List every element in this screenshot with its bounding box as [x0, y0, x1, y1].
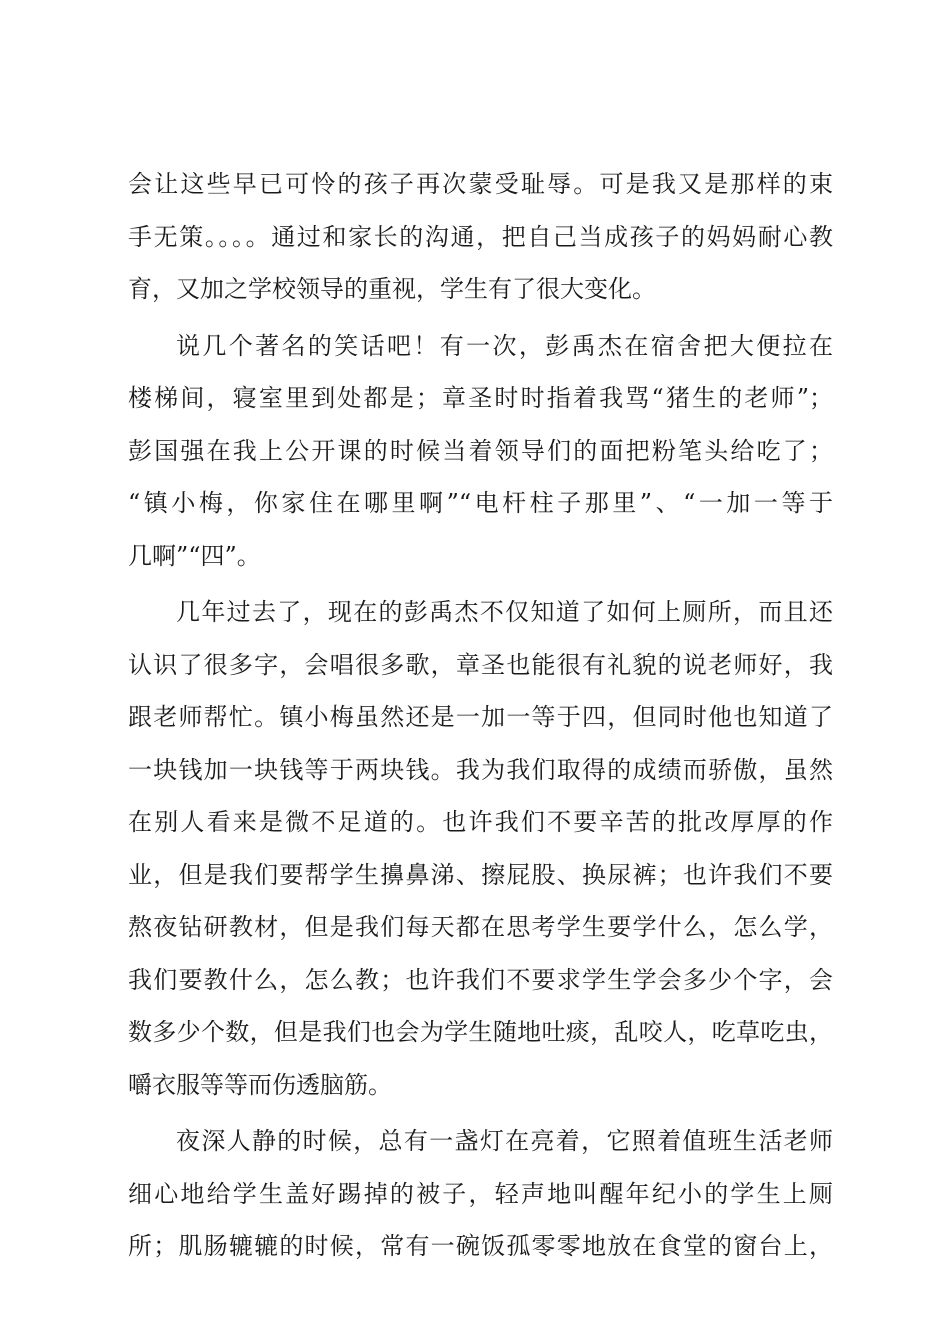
paragraph-2	[128, 320, 833, 583]
text-line: 楼梯间，寝室里到处都是；章圣时时指着我骂“猪生的老师”；	[128, 384, 833, 412]
text-line: 一块钱加一块钱等于两块钱。我为我们取得的成绩而骄傲，虽然	[128, 755, 833, 784]
text-line: “镇小梅，你家住在哪里啊”“电杆柱子那里”、“一加一等于	[128, 489, 833, 517]
paragraph-1	[128, 158, 833, 316]
document-body	[128, 158, 833, 1277]
text-line: 嚼衣服等等而伤透脑筋。	[128, 1070, 392, 1099]
text-line: 几啊”“四”。	[128, 541, 261, 570]
text-line: 熬夜钻研教材，但是我们每天都在思考学生要学什么，怎么学，	[128, 913, 833, 941]
text-line: 会让这些早已可怜的孩子再次蒙受耻辱。可是我又是那样的束	[128, 170, 833, 198]
text-line: 几年过去了，现在的彭禹杰不仅知道了如何上厕所，而且还	[176, 598, 833, 626]
text-line: 手无策。。。。通过和家长的沟通，把自己当成孩子的妈妈耐心教	[128, 222, 833, 251]
text-line: 业，但是我们要帮学生擤鼻涕、擦屁股、换尿裤；也许我们不要	[128, 860, 833, 889]
text-line: 跟老师帮忙。镇小梅虽然还是一加一等于四，但同时他也知道了	[128, 703, 833, 731]
text-line: 所；肌肠辘辘的时候，常有一碗饭孤零零地放在食堂的窗台上，	[128, 1232, 833, 1260]
text-line: 说几个著名的笑话吧！有一次，彭禹杰在宿舍把大便拉在	[176, 331, 833, 360]
text-line: 育，又加之学校领导的重视，学生有了很大变化。	[128, 275, 656, 303]
text-line: 夜深人静的时候，总有一盏灯在亮着，它照着值班生活老师	[176, 1127, 833, 1155]
text-line: 数多少个数，但是我们也会为学生随地吐痰，乱咬人，吃草吃虫，	[128, 1018, 833, 1046]
paragraph-3	[128, 586, 833, 1111]
text-line: 彭国强在我上公开课的时候当着领导们的面把粉笔头给吃了；	[128, 436, 833, 465]
text-line: 我们要教什么，怎么教；也许我们不要求学生学会多少个字，会	[128, 965, 833, 994]
text-line: 细心地给学生盖好踢掉的被子，轻声地叫醒年纪小的学生上厕	[128, 1179, 833, 1208]
text-line: 认识了很多字，会唱很多歌，章圣也能很有礼貌的说老师好，我	[128, 650, 833, 679]
paragraph-4	[128, 1115, 833, 1273]
text-line: 在别人看来是微不足道的。也许我们不要辛苦的批改厚厚的作	[128, 808, 833, 836]
